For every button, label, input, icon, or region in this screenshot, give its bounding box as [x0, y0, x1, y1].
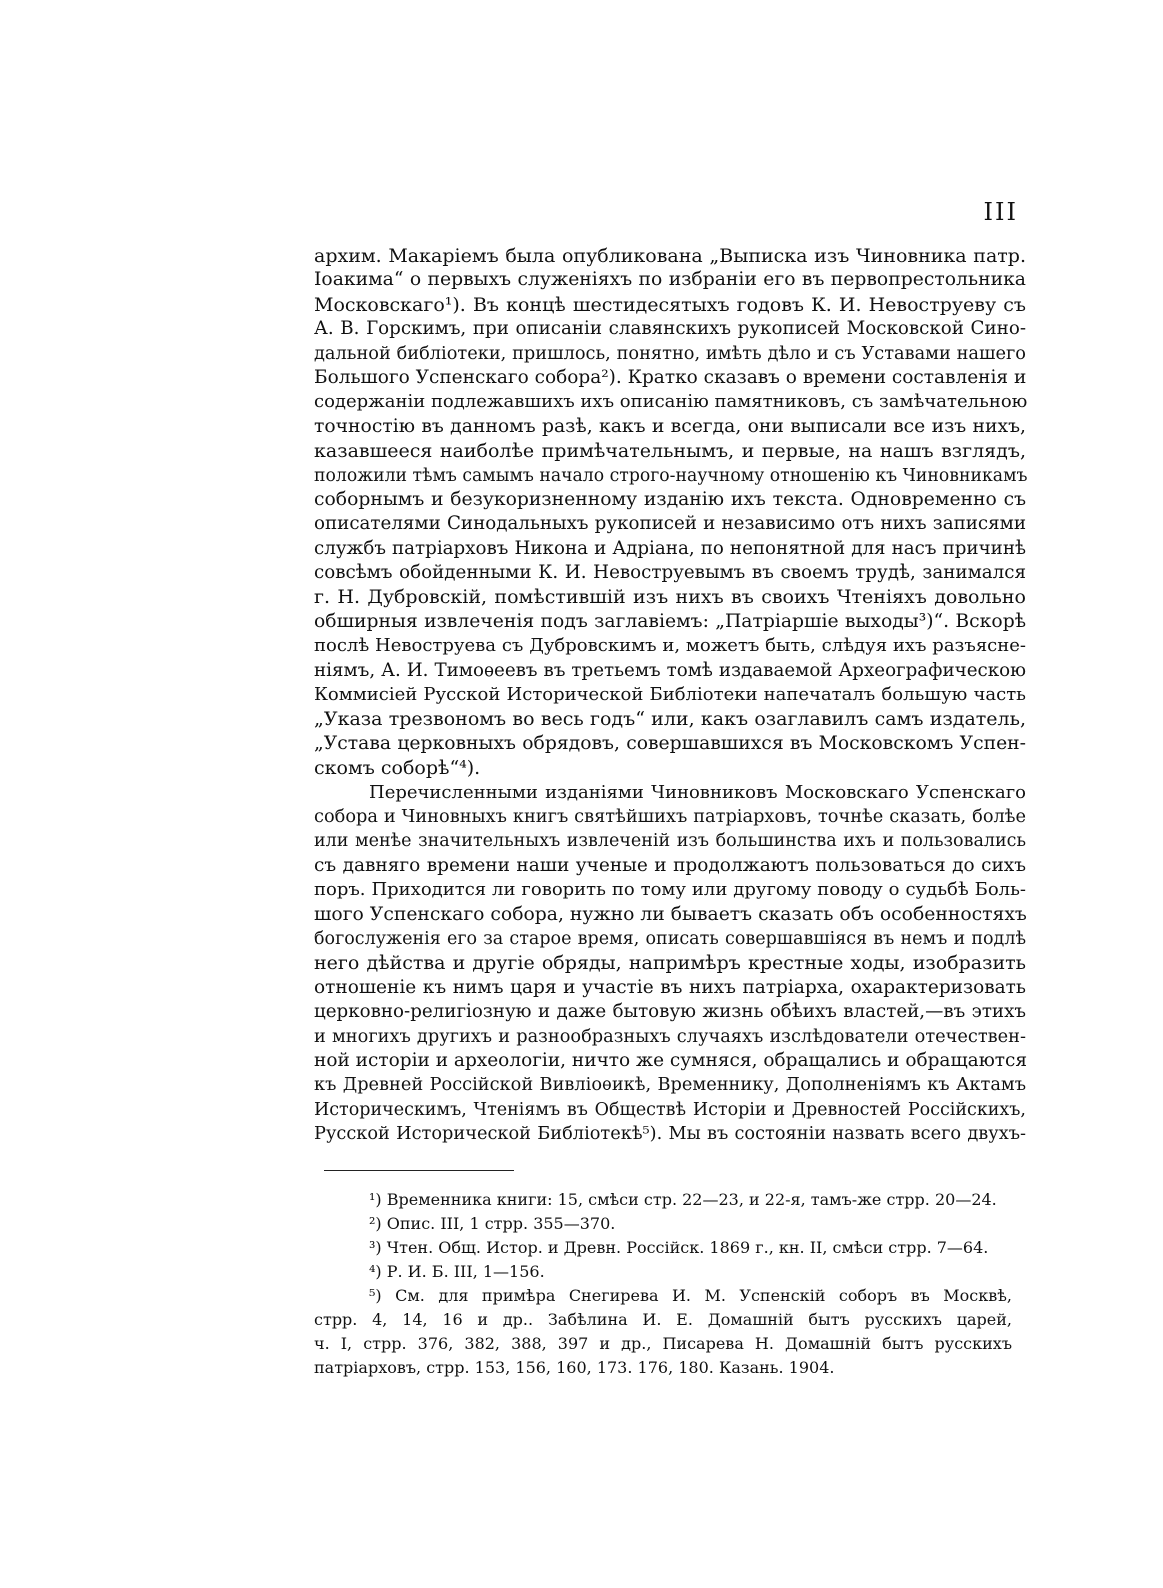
text-line: А. В. Горскимъ, при описаніи славянскихъ рукописей Московской Сино-: [314, 318, 1026, 340]
main-text: [314, 244, 1026, 1146]
text-line: собора и Чиновныхъ книгъ святѣйшихъ патріарховъ, точнѣе сказать, болѣе: [314, 806, 1026, 827]
text-line: къ Древней Россійской Вивліоѳикѣ, Временнику, Дополненіямъ къ Актамъ: [314, 1075, 1026, 1096]
text-line: Русской Исторической Библіотекѣ⁵). Мы въ состояніи назвать всего двухъ-: [314, 1124, 1026, 1145]
footnotes: [314, 1188, 1012, 1380]
text-line: Іоакима“ о первыхъ служеніяхъ по избраніи его въ первопрестольника: [314, 269, 1026, 291]
text-line: содержаніи подлежавшихъ ихъ описанію памятниковъ, съ замѣчательною: [314, 391, 1028, 413]
text-line: и многихъ другихъ и разнообразныхъ случаяхъ изслѣдователи отечествен-: [314, 1026, 1026, 1047]
text-line: положили тѣмъ самымъ начало строго-научному отношенію къ Чиновникамъ: [314, 465, 1028, 486]
text-line: ніямъ, А. И. Тимоѳеевъ въ третьемъ томѣ издаваемой Археографическою: [314, 659, 1026, 681]
text-line: поръ. Приходится ли говорить по тому или другому поводу о судьбѣ Боль-: [314, 879, 1026, 901]
footnote-line: ³) Чтен. Общ. Истор. и Древн. Россійск. 1869 г., кн. II, смѣси стрр. 7—64.: [369, 1238, 989, 1257]
text-line: Перечисленными изданіями Чиновниковъ Московскаго Успенскаго: [369, 781, 1026, 803]
text-line: скомъ соборѣ“⁴).: [314, 757, 481, 780]
text-line: него дѣйства и другіе обряды, напримѣръ крестные ходы, изобразить: [314, 952, 1026, 975]
footnote-line: ¹) Временника книги: 15, смѣси стр. 22—23, и 22-я, тамъ-же стрр. 20—24.: [369, 1190, 997, 1209]
text-line: соборнымъ и безукоризненному изданію ихъ текста. Одновременно съ: [314, 488, 1026, 510]
footnote-line: ⁴) Р. И. Б. III, 1—156.: [369, 1262, 545, 1281]
text-line: ной исторіи и археологіи, ничто же сумняся, обращались и обращаются: [314, 1049, 1028, 1071]
footnote-line: ²) Опис. III, 1 стрр. 355—370.: [369, 1214, 616, 1233]
footnote-line: патріарховъ, стрр. 153, 156, 160, 173. 176, 180. Казань. 1904.: [314, 1358, 835, 1377]
text-line: совсѣмъ обойденными К. И. Невоструевымъ въ своемъ трудѣ, занимался: [314, 562, 1026, 584]
text-line: Московскаго¹). Въ концѣ шестидесятыхъ годовъ К. И. Невоструеву съ: [314, 293, 1026, 316]
text-line: службъ патріарховъ Никона и Адріана, по непонятной для насъ причинѣ: [314, 537, 1026, 559]
text-line: „Устава церковныхъ обрядовъ, совершавшихся въ Московскомъ Успен-: [314, 732, 1026, 754]
text-line: или менѣе значительныхъ извлеченій изъ большинства ихъ и пользовались: [314, 831, 1026, 852]
text-line: архим. Макаріемъ была опубликована „Выписка изъ Чиновника патр.: [314, 245, 1026, 267]
text-line: точностію въ данномъ разѣ, какъ и всегда, они выписали все изъ нихъ,: [314, 415, 1026, 437]
footnote-divider: [324, 1170, 514, 1171]
text-line: Историческимъ, Чтеніямъ въ Обществѣ Исторіи и Древностей Россійскихъ,: [314, 1099, 1026, 1120]
text-line: шого Успенскаго собора, нужно ли бываетъ сказать объ особенностяхъ: [314, 903, 1027, 925]
text-line: дальной библіотеки, пришлось, понятно, имѣть дѣло и съ Уставами нашего: [314, 343, 1026, 364]
text-line: Коммисіей Русской Исторической Библіотеки напечаталъ большую часть: [314, 684, 1026, 706]
text-line: г. Н. Дубровскій, помѣстившій изъ нихъ въ своихъ Чтеніяхъ довольно: [314, 586, 1026, 609]
text-line: „Указа трезвономъ во весь годъ“ или, какъ озаглавилъ самъ издатель,: [314, 708, 1026, 731]
text-line: обширныя извлеченія подъ заглавіемъ: „Патріаршіе выходы³)“. Вскорѣ: [314, 610, 1026, 632]
text-line: богослуженія его за старое время, описать совершавшіяся въ немъ и подлѣ: [314, 928, 1026, 949]
text-line: описателями Синодальныхъ рукописей и независимо отъ нихъ записями: [314, 513, 1026, 535]
text-line: отношеніе къ нимъ царя и участіе въ нихъ патріарха, охарактеризовать: [314, 976, 1026, 998]
page-number: III: [983, 198, 1018, 226]
text-line: церковно-религіозную и даже бытовую жизнь обѣихъ властей,—въ этихъ: [314, 1001, 1026, 1023]
footnote-line: ч. I, стрр. 376, 382, 388, 397 и др., Писарева Н. Домашній бытъ русскихъ: [314, 1334, 1012, 1353]
footnote-line: ⁵) См. для примѣра Снегирева И. М. Успенскій соборъ въ Москвѣ,: [369, 1286, 1012, 1305]
text-line: послѣ Невоструева съ Дубровскимъ и, можетъ быть, слѣдуя ихъ разъясне-: [314, 635, 1026, 657]
text-line: казавшееся наиболѣе примѣчательнымъ, и первые, на нашъ взглядъ,: [314, 440, 1026, 463]
text-line: съ давняго времени наши ученые и продолжаютъ пользоваться до сихъ: [314, 854, 1026, 876]
text-line: Большого Успенскаго собора²). Кратко сказавъ о времени составленія и: [314, 366, 1027, 388]
footnote-line: стрр. 4, 14, 16 и др.. Забѣлина И. Е. Домашній бытъ русскихъ царей,: [314, 1310, 1012, 1329]
